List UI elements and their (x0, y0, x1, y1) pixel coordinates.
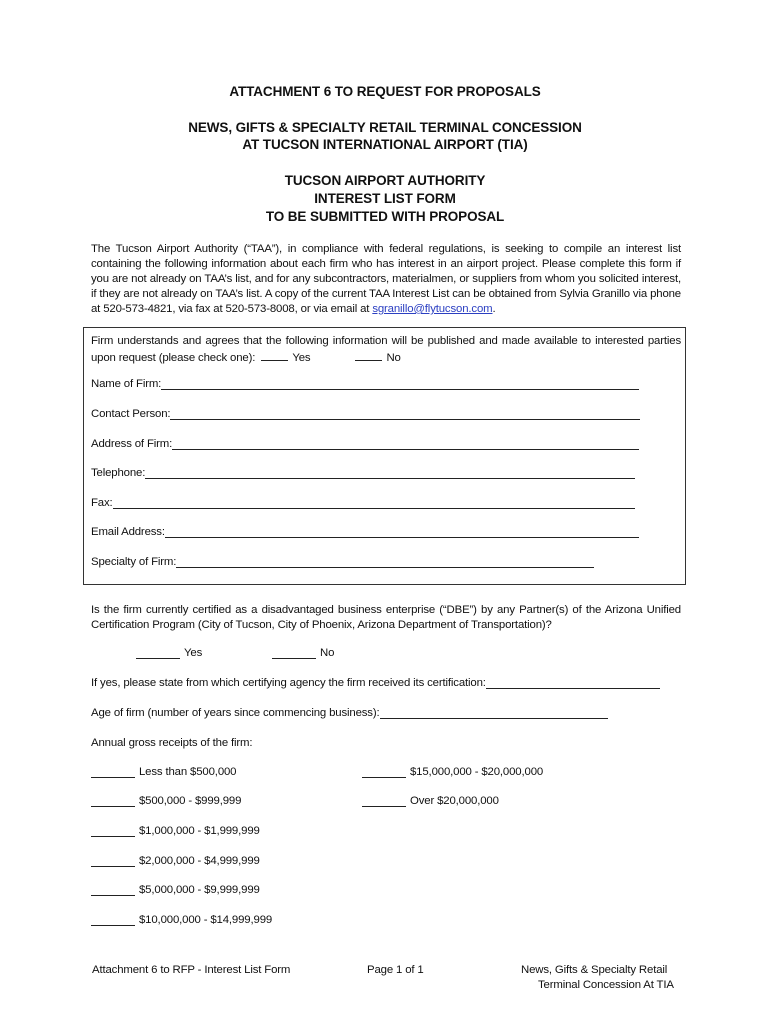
dbe-yes-label: Yes (184, 647, 203, 659)
contact-person-line[interactable] (170, 408, 640, 420)
telephone-line[interactable] (145, 467, 635, 479)
dbe-yes-blank[interactable] (136, 647, 180, 659)
telephone-label: Telephone: (91, 467, 146, 479)
receipts-option-left-2 (91, 795, 241, 807)
address-label: Address of Firm: (91, 438, 173, 450)
receipts-blank[interactable] (362, 766, 406, 778)
receipts-option-right-1 (362, 766, 543, 778)
age-line[interactable] (380, 707, 608, 719)
consent-yes-label: Yes (292, 352, 311, 364)
age-label: Age of firm (number of years since commencing business): (91, 707, 380, 719)
receipts-option-label: Over $20,000,000 (410, 795, 499, 807)
name-of-firm-label: Name of Firm: (91, 378, 162, 390)
fax-label: Fax: (91, 497, 113, 509)
intro-end: . (492, 303, 496, 315)
form-title: INTEREST LIST FORM (314, 191, 456, 206)
name-of-firm-line[interactable] (161, 378, 639, 390)
age-row (91, 707, 608, 719)
intro-text: The Tucson Airport Authority (“TAA”), in compliance with federal regulations, is seeking to compile an interest list containing the following information about each firm who has interest in an airport project. Please complete this form if you are not already on TAA’s list, and for any subcontractors, materialmen, or suppliers from whom you solicited interest, if they are not already on TAA’s list. A copy of the current TAA Interest List can be obtained from Sylvia Granillo via phone at 520-573-4821, via fax at 520-573-8008, or via email at (91, 243, 681, 315)
receipts-option-label: $2,000,000 - $4,999,999 (139, 855, 260, 867)
receipts-option-left-6 (91, 914, 272, 926)
receipts-option-label: $10,000,000 - $14,999,999 (139, 914, 273, 926)
receipts-blank[interactable] (362, 795, 406, 807)
receipts-option-label: $5,000,000 - $9,999,999 (139, 884, 260, 896)
email-link[interactable]: sgranillo@flytucson.com (372, 303, 493, 315)
authority-title: TUCSON AIRPORT AUTHORITY (284, 173, 486, 188)
receipts-option-left-3 (91, 825, 260, 837)
fax-row (91, 497, 635, 509)
concession-title: NEWS, GIFTS & SPECIALTY RETAIL TERMINAL CONCESSION (188, 120, 582, 135)
agency-row (91, 677, 660, 689)
receipts-blank[interactable] (91, 914, 135, 926)
airport-title: AT TUCSON INTERNATIONAL AIRPORT (TIA) (242, 137, 528, 152)
receipts-option-label: $1,000,000 - $1,999,999 (139, 825, 260, 837)
consent-no-blank[interactable] (355, 349, 382, 361)
footer-right-line2: Terminal Concession At TIA (538, 979, 674, 991)
receipts-option-left-4 (91, 855, 260, 867)
address-line[interactable] (172, 438, 639, 450)
consent-text: Firm understands and agrees that the following information will be published and made available to interested parties upon request (please check one): (91, 335, 681, 364)
receipts-blank[interactable] (91, 825, 135, 837)
receipts-option-right-2 (362, 795, 499, 807)
receipts-blank[interactable] (91, 766, 135, 778)
footer-right-line1: News, Gifts & Specialty Retail (521, 964, 668, 976)
name-of-firm-row (91, 378, 639, 390)
receipts-label: Annual gross receipts of the firm: (91, 737, 253, 749)
intro-paragraph (91, 242, 681, 317)
email-row (91, 526, 639, 538)
address-row (91, 438, 639, 450)
email-label: Email Address: (91, 526, 165, 538)
receipts-blank[interactable] (91, 884, 135, 896)
dbe-yes-option (136, 647, 202, 659)
receipts-option-left-5 (91, 884, 260, 896)
dbe-no-option (272, 647, 334, 659)
contact-person-row (91, 408, 640, 420)
receipts-option-label: $15,000,000 - $20,000,000 (410, 766, 544, 778)
receipts-option-label: Less than $500,000 (139, 766, 237, 778)
specialty-label: Specialty of Firm: (91, 556, 177, 568)
specialty-line[interactable] (176, 556, 594, 568)
agency-label: If yes, please state from which certifying agency the firm received its certification: (91, 677, 486, 689)
consent-yes-blank[interactable] (261, 349, 288, 361)
agency-line[interactable] (486, 677, 660, 689)
receipts-option-label: $500,000 - $999,999 (139, 795, 242, 807)
receipts-option-left-1 (91, 766, 236, 778)
specialty-row (91, 556, 594, 568)
submission-title: TO BE SUBMITTED WITH PROPOSAL (265, 209, 505, 224)
contact-person-label: Contact Person: (91, 408, 171, 420)
dbe-question: Is the firm currently certified as a disadvantaged business enterprise (“DBE”) by any Partner(s) of the Arizona Unified Certification Program (City of Tucson, City of Phoenix, Arizona Department of Transportation)? (91, 604, 681, 631)
telephone-row (91, 467, 635, 479)
fax-line[interactable] (113, 497, 635, 509)
consent-no-label: No (386, 352, 401, 364)
attachment-title: ATTACHMENT 6 TO REQUEST FOR PROPOSALS (229, 84, 541, 99)
dbe-no-label: No (320, 647, 335, 659)
receipts-blank[interactable] (91, 795, 135, 807)
email-line[interactable] (165, 526, 639, 538)
footer-left: Attachment 6 to RFP - Interest List Form (92, 964, 291, 976)
receipts-blank[interactable] (91, 855, 135, 867)
dbe-no-blank[interactable] (272, 647, 316, 659)
consent-paragraph (91, 334, 681, 366)
footer-page-number: Page 1 of 1 (367, 964, 424, 976)
